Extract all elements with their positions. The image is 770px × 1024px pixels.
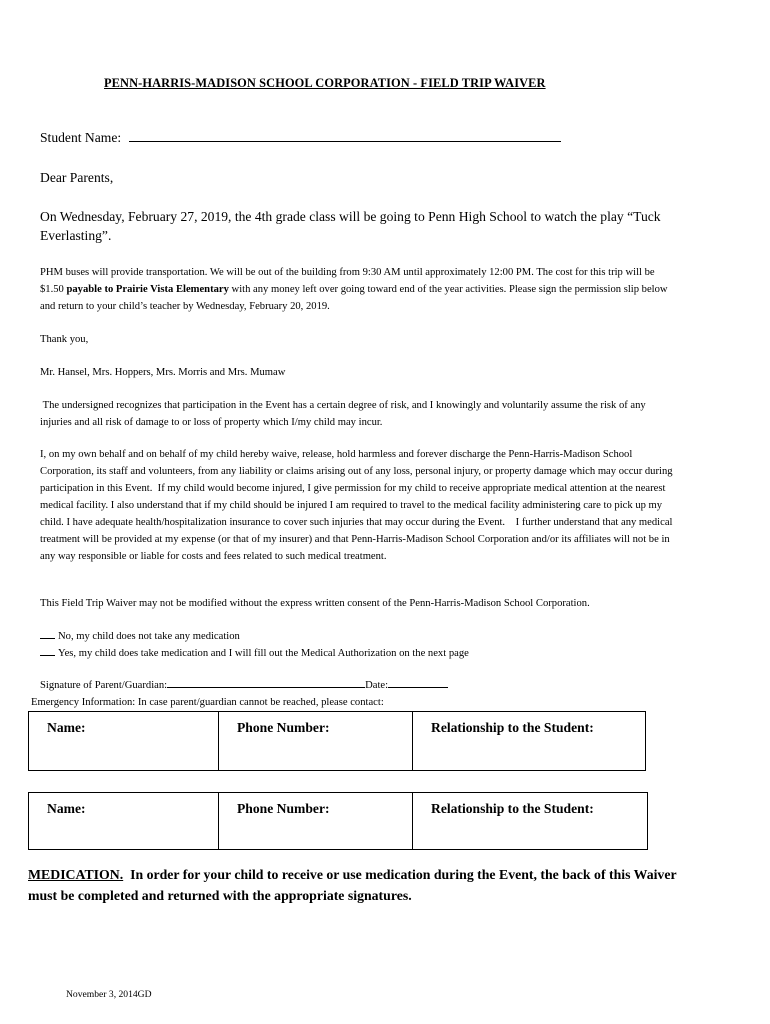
transportation-text-2: with any money left over going toward end of the year activities. Please sign the permission slip below and return to your child’s teacher by Wednesday, February 20, 2019.	[40, 284, 668, 312]
medication-heading: MEDICATION.	[28, 867, 124, 882]
medication-option-no	[40, 628, 240, 645]
teachers-line: Mr. Hansel, Mrs. Hoppers, Mrs. Morris and Mrs. Mumaw	[40, 367, 286, 378]
signature-field[interactable]	[167, 678, 365, 688]
transportation-text-1: PHM buses will provide transportation. We will be out of the building from 9:30 AM until approximately 12:00 PM. The cost for this trip will be $1.50	[40, 267, 655, 295]
medication-notice	[28, 864, 678, 906]
contact-name-cell[interactable]: Name:	[29, 712, 219, 770]
medication-option-yes	[40, 645, 469, 662]
emergency-contact-table-2	[28, 792, 648, 850]
contact-name-cell[interactable]: Name:	[29, 793, 219, 849]
signature-label: Signature of Parent/Guardian:	[40, 680, 168, 691]
contact-phone-cell[interactable]: Phone Number:	[219, 793, 413, 849]
emergency-contact-table-1	[28, 711, 646, 771]
intro-paragraph: On Wednesday, February 27, 2019, the 4th grade class will be going to Penn High School to watch the play “Tuck Everlasting”.	[40, 209, 661, 243]
release-paragraph: I, on my own behalf and on behalf of my child hereby waive, release, hold harmless and forever discharge the Penn-Harris-Madison School Corporation, its staff and volunteers, from any liability or claims arising out of any loss, personal injury, or property damage which may occur during participation in this Event. If my child would become injured, I give permission for my child to receive appropriate medical attention at the nearest medical facility. I also understand that if my child should be injured I am required to travel to the medical facility administering care to pick up my child. I have adequate health/hospitalization insurance to cover such injuries that may occur during the Event. I further understand that any medical treatment will be provided at my expense (or that of my insurer) and that Penn-Harris-Madison School Corporation and/or its affiliates will not be in any way responsible or liable for costs and fees related to such medical treatment.	[40, 449, 676, 562]
payable-to: payable to Prairie Vista Elementary	[66, 284, 229, 295]
option-no-checkbox[interactable]	[40, 629, 55, 639]
contact-relationship-cell[interactable]: Relationship to the Student:	[431, 801, 594, 816]
footer-date: November 3, 2014GD	[66, 989, 152, 1000]
document-title: PENN-HARRIS-MADISON SCHOOL CORPORATION - FIELD TRIP WAIVER	[104, 76, 546, 90]
option-yes-checkbox[interactable]	[40, 646, 55, 656]
date-label: Date:	[365, 680, 389, 691]
transportation-paragraph	[40, 264, 680, 315]
date-field[interactable]	[388, 678, 448, 688]
emergency-label: Emergency Information: In case parent/guardian cannot be reached, please contact:	[31, 697, 384, 708]
contact-relationship-cell[interactable]: Relationship to the Student:	[431, 720, 594, 735]
modification-paragraph: This Field Trip Waiver may not be modified without the express written consent of the Penn-Harris-Madison School Corporation.	[40, 598, 590, 609]
thanks-line: Thank you,	[40, 334, 89, 345]
signature-row	[40, 677, 448, 694]
medication-text: In order for your child to receive or use medication during the Event, the back of this Waiver must be completed and returned with the appropriate signatures.	[28, 867, 680, 903]
option-no-label: No, my child does not take any medication	[58, 631, 240, 642]
student-name-field[interactable]	[129, 130, 561, 142]
option-yes-label: Yes, my child does take medication and I will fill out the Medical Authorization on the next page	[58, 648, 469, 659]
greeting: Dear Parents,	[40, 170, 114, 185]
student-name-label: Student Name:	[40, 130, 122, 145]
student-name-row	[40, 130, 561, 146]
contact-phone-cell[interactable]: Phone Number:	[219, 712, 413, 770]
risk-paragraph: The undersigned recognizes that participation in the Event has a certain degree of risk, and I knowingly and voluntarily assume the risk of any injuries and all risk of damage to or loss of property which I/my child may incur.	[40, 400, 649, 428]
